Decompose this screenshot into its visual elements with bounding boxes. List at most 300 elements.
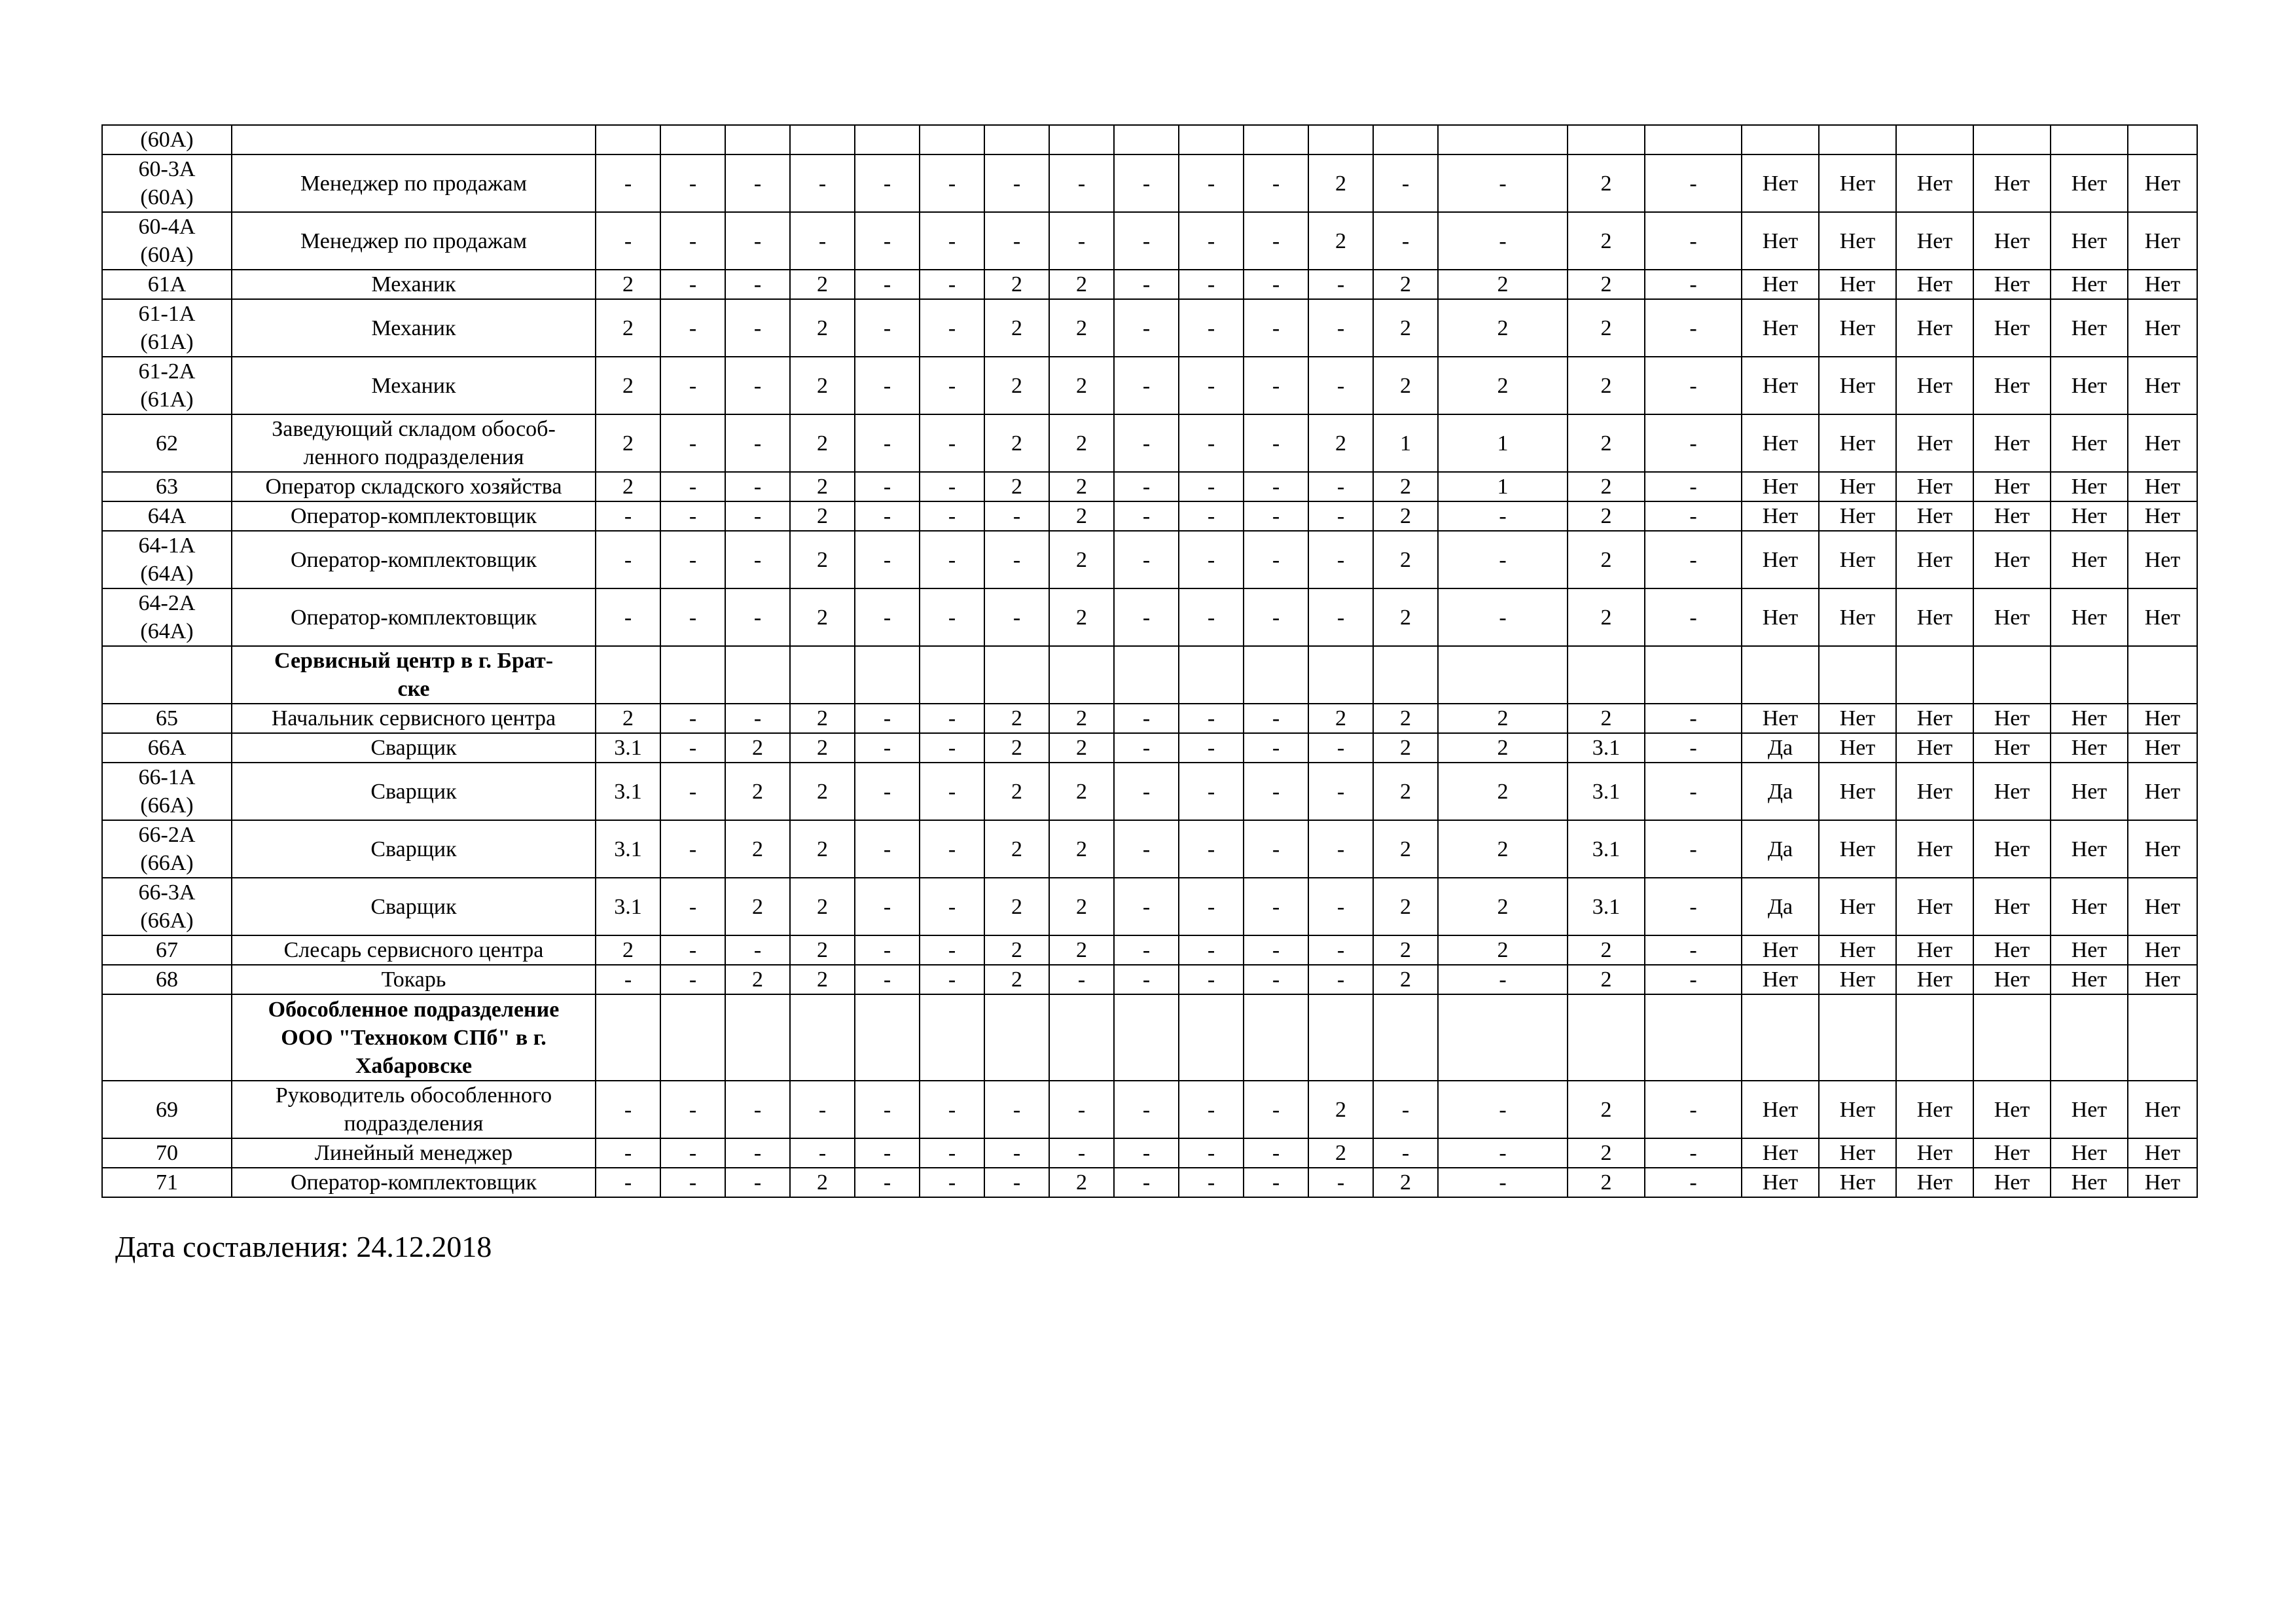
value-cell: Нет bbox=[1973, 414, 2051, 472]
value-cell: 2 bbox=[1049, 820, 1114, 878]
value-cell: - bbox=[660, 154, 725, 212]
value-cell: Нет bbox=[1973, 588, 2051, 646]
row-id-cell: 63 bbox=[102, 472, 232, 501]
value-cell: Нет bbox=[2051, 1138, 2128, 1168]
value-cell: 2 bbox=[984, 299, 1049, 357]
position-name-cell: Руководитель обособленного подразделения bbox=[232, 1081, 596, 1138]
value-cell: Нет bbox=[1819, 704, 1896, 733]
value-cell: Нет bbox=[1819, 472, 1896, 501]
value-cell: 2 bbox=[984, 935, 1049, 965]
value-cell: - bbox=[984, 501, 1049, 531]
value-cell: 3.1 bbox=[596, 878, 660, 935]
table-row bbox=[102, 704, 2197, 733]
value-cell: - bbox=[1179, 299, 1244, 357]
value-cell: Нет bbox=[2051, 588, 2128, 646]
value-cell: 2 bbox=[1308, 1138, 1373, 1168]
value-cell: - bbox=[725, 501, 790, 531]
value-cell: Нет bbox=[1896, 965, 1973, 994]
value-cell: - bbox=[596, 154, 660, 212]
value-cell: - bbox=[1438, 588, 1568, 646]
value-cell: - bbox=[1244, 1138, 1308, 1168]
value-cell: 2 bbox=[790, 820, 855, 878]
value-cell: - bbox=[1114, 1138, 1179, 1168]
value-cell: 2 bbox=[1373, 588, 1438, 646]
value-cell: Нет bbox=[1973, 154, 2051, 212]
value-cell: 2 bbox=[1373, 531, 1438, 588]
value-cell: 2 bbox=[790, 1168, 855, 1197]
value-cell: 2 bbox=[790, 414, 855, 472]
value-cell: Нет bbox=[2128, 878, 2197, 935]
value-cell bbox=[1244, 646, 1308, 704]
value-cell: 2 bbox=[725, 733, 790, 763]
value-cell: Нет bbox=[2051, 878, 2128, 935]
value-cell: - bbox=[1179, 501, 1244, 531]
value-cell: 2 bbox=[1568, 472, 1645, 501]
value-cell: - bbox=[1308, 733, 1373, 763]
value-cell: 2 bbox=[1049, 270, 1114, 299]
value-cell bbox=[1373, 125, 1438, 154]
value-cell: - bbox=[1049, 1138, 1114, 1168]
value-cell: - bbox=[1308, 270, 1373, 299]
table-row bbox=[102, 299, 2197, 357]
value-cell: - bbox=[660, 588, 725, 646]
value-cell: 2 bbox=[790, 531, 855, 588]
value-cell: Нет bbox=[1896, 588, 1973, 646]
value-cell: - bbox=[1114, 357, 1179, 414]
value-cell: - bbox=[920, 965, 984, 994]
value-cell bbox=[1049, 646, 1114, 704]
compilation-date: Дата составления: 24.12.2018 bbox=[115, 1230, 492, 1263]
value-cell: 2 bbox=[1373, 472, 1438, 501]
value-cell bbox=[2128, 646, 2197, 704]
value-cell: 2 bbox=[1438, 820, 1568, 878]
value-cell bbox=[1819, 994, 1896, 1081]
value-cell: - bbox=[660, 965, 725, 994]
value-cell: - bbox=[1645, 878, 1742, 935]
value-cell: - bbox=[1179, 820, 1244, 878]
value-cell: Нет bbox=[1896, 1081, 1973, 1138]
row-id-cell: 66-2A (66A) bbox=[102, 820, 232, 878]
value-cell: 3.1 bbox=[596, 733, 660, 763]
value-cell: - bbox=[920, 763, 984, 820]
value-cell: - bbox=[855, 935, 920, 965]
value-cell: 2 bbox=[984, 270, 1049, 299]
value-cell: - bbox=[1244, 501, 1308, 531]
position-name-cell: Обособленное подразделение ООО "Техноком СПб" в г. Хабаровске bbox=[232, 994, 596, 1081]
value-cell: - bbox=[855, 414, 920, 472]
value-cell bbox=[855, 994, 920, 1081]
value-cell: - bbox=[1645, 1168, 1742, 1197]
value-cell: - bbox=[1645, 531, 1742, 588]
value-cell: - bbox=[1645, 1138, 1742, 1168]
value-cell bbox=[1179, 646, 1244, 704]
value-cell: 2 bbox=[984, 820, 1049, 878]
table-body bbox=[102, 125, 2197, 1197]
value-cell: - bbox=[920, 588, 984, 646]
value-cell: Нет bbox=[1742, 299, 1819, 357]
value-cell: - bbox=[725, 357, 790, 414]
value-cell: - bbox=[1308, 763, 1373, 820]
value-cell: Нет bbox=[2128, 270, 2197, 299]
value-cell: 2 bbox=[1049, 704, 1114, 733]
value-cell: 2 bbox=[1049, 935, 1114, 965]
value-cell: Нет bbox=[1742, 935, 1819, 965]
value-cell: Нет bbox=[1896, 299, 1973, 357]
value-cell: Нет bbox=[2128, 935, 2197, 965]
value-cell: Нет bbox=[2128, 1138, 2197, 1168]
value-cell: - bbox=[1114, 935, 1179, 965]
row-id-cell: 62 bbox=[102, 414, 232, 472]
value-cell: 2 bbox=[1438, 878, 1568, 935]
value-cell: 2 bbox=[1568, 935, 1645, 965]
value-cell bbox=[725, 125, 790, 154]
value-cell: - bbox=[1438, 1138, 1568, 1168]
value-cell: 2 bbox=[1568, 299, 1645, 357]
value-cell: 2 bbox=[1049, 357, 1114, 414]
value-cell: 2 bbox=[984, 965, 1049, 994]
value-cell: - bbox=[1308, 1168, 1373, 1197]
value-cell: 2 bbox=[1373, 733, 1438, 763]
value-cell: - bbox=[1244, 270, 1308, 299]
value-cell: - bbox=[920, 1138, 984, 1168]
value-cell: 2 bbox=[1373, 935, 1438, 965]
value-cell: Нет bbox=[2128, 414, 2197, 472]
value-cell: 2 bbox=[1049, 501, 1114, 531]
value-cell: - bbox=[1179, 935, 1244, 965]
value-cell: 2 bbox=[1438, 704, 1568, 733]
value-cell: Нет bbox=[1896, 270, 1973, 299]
table-row bbox=[102, 763, 2197, 820]
value-cell: - bbox=[1114, 531, 1179, 588]
table-row bbox=[102, 1138, 2197, 1168]
value-cell: - bbox=[1114, 763, 1179, 820]
value-cell bbox=[1896, 125, 1973, 154]
row-id-cell: 61-2A (61A) bbox=[102, 357, 232, 414]
value-cell: - bbox=[1308, 472, 1373, 501]
value-cell: Нет bbox=[1742, 1168, 1819, 1197]
value-cell: - bbox=[920, 414, 984, 472]
value-cell bbox=[660, 646, 725, 704]
value-cell: - bbox=[1244, 299, 1308, 357]
value-cell: - bbox=[1645, 588, 1742, 646]
value-cell: - bbox=[920, 820, 984, 878]
value-cell: 2 bbox=[596, 704, 660, 733]
value-cell: 2 bbox=[1373, 501, 1438, 531]
value-cell: - bbox=[790, 154, 855, 212]
value-cell: 2 bbox=[1568, 414, 1645, 472]
value-cell: Нет bbox=[1973, 878, 2051, 935]
value-cell: 2 bbox=[1568, 704, 1645, 733]
value-cell: - bbox=[1244, 935, 1308, 965]
value-cell: - bbox=[1645, 965, 1742, 994]
value-cell: - bbox=[984, 588, 1049, 646]
value-cell bbox=[920, 994, 984, 1081]
value-cell: - bbox=[1645, 357, 1742, 414]
position-name-cell: Слесарь сервисного центра bbox=[232, 935, 596, 965]
position-name-cell: Токарь bbox=[232, 965, 596, 994]
value-cell: Нет bbox=[2051, 704, 2128, 733]
value-cell: - bbox=[1308, 531, 1373, 588]
value-cell: - bbox=[660, 501, 725, 531]
value-cell: - bbox=[1438, 531, 1568, 588]
value-cell: 2 bbox=[1438, 270, 1568, 299]
value-cell: - bbox=[1645, 820, 1742, 878]
value-cell: 2 bbox=[596, 935, 660, 965]
value-cell: - bbox=[920, 704, 984, 733]
value-cell: Нет bbox=[1973, 763, 2051, 820]
value-cell: Нет bbox=[1896, 414, 1973, 472]
value-cell: Нет bbox=[2051, 299, 2128, 357]
value-cell: 1 bbox=[1438, 414, 1568, 472]
value-cell: Нет bbox=[2128, 472, 2197, 501]
value-cell: Нет bbox=[1819, 878, 1896, 935]
value-cell: - bbox=[920, 154, 984, 212]
value-cell bbox=[1742, 125, 1819, 154]
value-cell bbox=[725, 994, 790, 1081]
value-cell bbox=[2051, 646, 2128, 704]
value-cell bbox=[1114, 125, 1179, 154]
value-cell: 2 bbox=[1308, 1081, 1373, 1138]
value-cell: 2 bbox=[1568, 531, 1645, 588]
value-cell: 2 bbox=[1308, 154, 1373, 212]
value-cell bbox=[1373, 994, 1438, 1081]
value-cell: - bbox=[660, 357, 725, 414]
value-cell: 3.1 bbox=[596, 820, 660, 878]
value-cell bbox=[1308, 125, 1373, 154]
value-cell: Нет bbox=[1819, 154, 1896, 212]
value-cell: 2 bbox=[596, 472, 660, 501]
value-cell: - bbox=[984, 1168, 1049, 1197]
value-cell bbox=[1742, 994, 1819, 1081]
value-cell: Нет bbox=[1819, 270, 1896, 299]
row-id-cell: 69 bbox=[102, 1081, 232, 1138]
value-cell: Нет bbox=[2128, 588, 2197, 646]
value-cell bbox=[1114, 994, 1179, 1081]
value-cell bbox=[1742, 646, 1819, 704]
value-cell: Нет bbox=[2128, 820, 2197, 878]
value-cell: - bbox=[725, 212, 790, 270]
value-cell: - bbox=[1114, 878, 1179, 935]
value-cell: Нет bbox=[1819, 212, 1896, 270]
value-cell: Нет bbox=[1819, 299, 1896, 357]
position-name-cell: Менеджер по продажам bbox=[232, 212, 596, 270]
value-cell: 2 bbox=[1438, 733, 1568, 763]
row-id-cell: 64-2A (64A) bbox=[102, 588, 232, 646]
value-cell: - bbox=[984, 531, 1049, 588]
value-cell: - bbox=[596, 1081, 660, 1138]
value-cell: - bbox=[1645, 472, 1742, 501]
row-id-cell: 66-3A (66A) bbox=[102, 878, 232, 935]
value-cell: Нет bbox=[2051, 270, 2128, 299]
value-cell: Нет bbox=[1742, 1138, 1819, 1168]
value-cell: Нет bbox=[2051, 212, 2128, 270]
value-cell: Нет bbox=[1819, 531, 1896, 588]
value-cell bbox=[1179, 994, 1244, 1081]
value-cell: - bbox=[1244, 588, 1308, 646]
position-name-cell bbox=[232, 125, 596, 154]
value-cell: - bbox=[1373, 1138, 1438, 1168]
value-cell: - bbox=[1244, 965, 1308, 994]
value-cell: - bbox=[1645, 763, 1742, 820]
value-cell: Нет bbox=[1896, 1138, 1973, 1168]
value-cell: Нет bbox=[1819, 414, 1896, 472]
value-cell: Нет bbox=[2051, 1168, 2128, 1197]
value-cell: - bbox=[790, 1081, 855, 1138]
value-cell bbox=[790, 994, 855, 1081]
value-cell: - bbox=[1114, 212, 1179, 270]
value-cell: - bbox=[725, 704, 790, 733]
value-cell bbox=[2051, 125, 2128, 154]
value-cell: 2 bbox=[1373, 878, 1438, 935]
value-cell: - bbox=[660, 1168, 725, 1197]
value-cell: - bbox=[920, 733, 984, 763]
value-cell: - bbox=[596, 588, 660, 646]
row-id-cell: 60-3A (60A) bbox=[102, 154, 232, 212]
value-cell: Да bbox=[1742, 733, 1819, 763]
value-cell: - bbox=[1438, 965, 1568, 994]
value-cell: Нет bbox=[2051, 357, 2128, 414]
value-cell: - bbox=[1114, 299, 1179, 357]
value-cell: - bbox=[1373, 1081, 1438, 1138]
row-id-cell: 65 bbox=[102, 704, 232, 733]
value-cell: 2 bbox=[1308, 704, 1373, 733]
value-cell: - bbox=[1179, 733, 1244, 763]
value-cell: - bbox=[1244, 733, 1308, 763]
value-cell: Нет bbox=[1819, 733, 1896, 763]
row-id-cell: 67 bbox=[102, 935, 232, 965]
value-cell: Нет bbox=[1973, 299, 2051, 357]
value-cell: 2 bbox=[790, 501, 855, 531]
value-cell: - bbox=[1179, 704, 1244, 733]
value-cell: - bbox=[1114, 704, 1179, 733]
table-row bbox=[102, 588, 2197, 646]
value-cell: Нет bbox=[1973, 1138, 2051, 1168]
value-cell bbox=[596, 994, 660, 1081]
value-cell: - bbox=[596, 1138, 660, 1168]
value-cell: 2 bbox=[1373, 299, 1438, 357]
value-cell: - bbox=[1244, 531, 1308, 588]
value-cell: - bbox=[1645, 733, 1742, 763]
position-name-cell: Оператор складского хозяйства bbox=[232, 472, 596, 501]
value-cell bbox=[855, 125, 920, 154]
value-cell: - bbox=[1244, 1168, 1308, 1197]
value-cell: - bbox=[1308, 935, 1373, 965]
value-cell: 2 bbox=[1438, 935, 1568, 965]
value-cell: - bbox=[1244, 212, 1308, 270]
value-cell: - bbox=[1179, 414, 1244, 472]
value-cell: 2 bbox=[984, 704, 1049, 733]
value-cell: 2 bbox=[1568, 212, 1645, 270]
table-row bbox=[102, 994, 2197, 1081]
value-cell: - bbox=[790, 1138, 855, 1168]
value-cell: - bbox=[1049, 212, 1114, 270]
value-cell: - bbox=[1244, 357, 1308, 414]
value-cell: - bbox=[1244, 472, 1308, 501]
value-cell: Нет bbox=[2128, 965, 2197, 994]
value-cell: - bbox=[1049, 965, 1114, 994]
value-cell: - bbox=[660, 212, 725, 270]
table-row bbox=[102, 878, 2197, 935]
workplace-assessment-table bbox=[101, 124, 2198, 1198]
row-id-cell: 61-1A (61A) bbox=[102, 299, 232, 357]
value-cell: - bbox=[855, 212, 920, 270]
value-cell: 2 bbox=[1373, 1168, 1438, 1197]
position-name-cell: Начальник сервисного центра bbox=[232, 704, 596, 733]
value-cell: 2 bbox=[1373, 270, 1438, 299]
value-cell: - bbox=[1244, 1081, 1308, 1138]
value-cell: Нет bbox=[2051, 935, 2128, 965]
value-cell: 2 bbox=[1049, 763, 1114, 820]
value-cell: 2 bbox=[984, 472, 1049, 501]
value-cell: 2 bbox=[1049, 414, 1114, 472]
position-name-cell: Механик bbox=[232, 270, 596, 299]
value-cell: 2 bbox=[790, 472, 855, 501]
value-cell: - bbox=[1645, 1081, 1742, 1138]
value-cell: 2 bbox=[596, 270, 660, 299]
table-row bbox=[102, 935, 2197, 965]
value-cell: Нет bbox=[2051, 501, 2128, 531]
value-cell: Нет bbox=[1973, 935, 2051, 965]
value-cell: - bbox=[1645, 414, 1742, 472]
value-cell: 2 bbox=[1568, 1168, 1645, 1197]
value-cell: Нет bbox=[1742, 154, 1819, 212]
value-cell: Нет bbox=[2051, 414, 2128, 472]
value-cell: - bbox=[1438, 154, 1568, 212]
value-cell: - bbox=[1244, 414, 1308, 472]
value-cell: - bbox=[1373, 154, 1438, 212]
value-cell: - bbox=[1114, 1081, 1179, 1138]
value-cell bbox=[1645, 994, 1742, 1081]
value-cell: - bbox=[1308, 965, 1373, 994]
value-cell: Нет bbox=[1973, 965, 2051, 994]
value-cell: Нет bbox=[1742, 212, 1819, 270]
value-cell: - bbox=[1308, 357, 1373, 414]
value-cell: - bbox=[920, 1168, 984, 1197]
value-cell bbox=[1896, 646, 1973, 704]
value-cell: - bbox=[855, 154, 920, 212]
value-cell: Нет bbox=[1742, 531, 1819, 588]
value-cell: - bbox=[1179, 472, 1244, 501]
value-cell: - bbox=[920, 270, 984, 299]
value-cell: - bbox=[1179, 588, 1244, 646]
value-cell: - bbox=[1179, 531, 1244, 588]
row-id-cell: 70 bbox=[102, 1138, 232, 1168]
value-cell: Нет bbox=[1896, 357, 1973, 414]
value-cell: - bbox=[984, 1138, 1049, 1168]
value-cell: 2 bbox=[725, 965, 790, 994]
value-cell: - bbox=[1308, 878, 1373, 935]
value-cell: 2 bbox=[984, 357, 1049, 414]
value-cell: 2 bbox=[1049, 733, 1114, 763]
value-cell: - bbox=[855, 472, 920, 501]
value-cell bbox=[2128, 125, 2197, 154]
value-cell: 2 bbox=[984, 763, 1049, 820]
value-cell: Нет bbox=[1742, 270, 1819, 299]
value-cell: 2 bbox=[984, 414, 1049, 472]
row-id-cell bbox=[102, 994, 232, 1081]
value-cell: - bbox=[1179, 270, 1244, 299]
value-cell: - bbox=[855, 501, 920, 531]
value-cell: - bbox=[660, 878, 725, 935]
value-cell: - bbox=[855, 1081, 920, 1138]
value-cell: - bbox=[660, 733, 725, 763]
value-cell: - bbox=[984, 212, 1049, 270]
value-cell: 2 bbox=[984, 733, 1049, 763]
table-row bbox=[102, 472, 2197, 501]
value-cell: - bbox=[660, 1138, 725, 1168]
row-id-cell: (60A) bbox=[102, 125, 232, 154]
value-cell: Нет bbox=[2051, 763, 2128, 820]
